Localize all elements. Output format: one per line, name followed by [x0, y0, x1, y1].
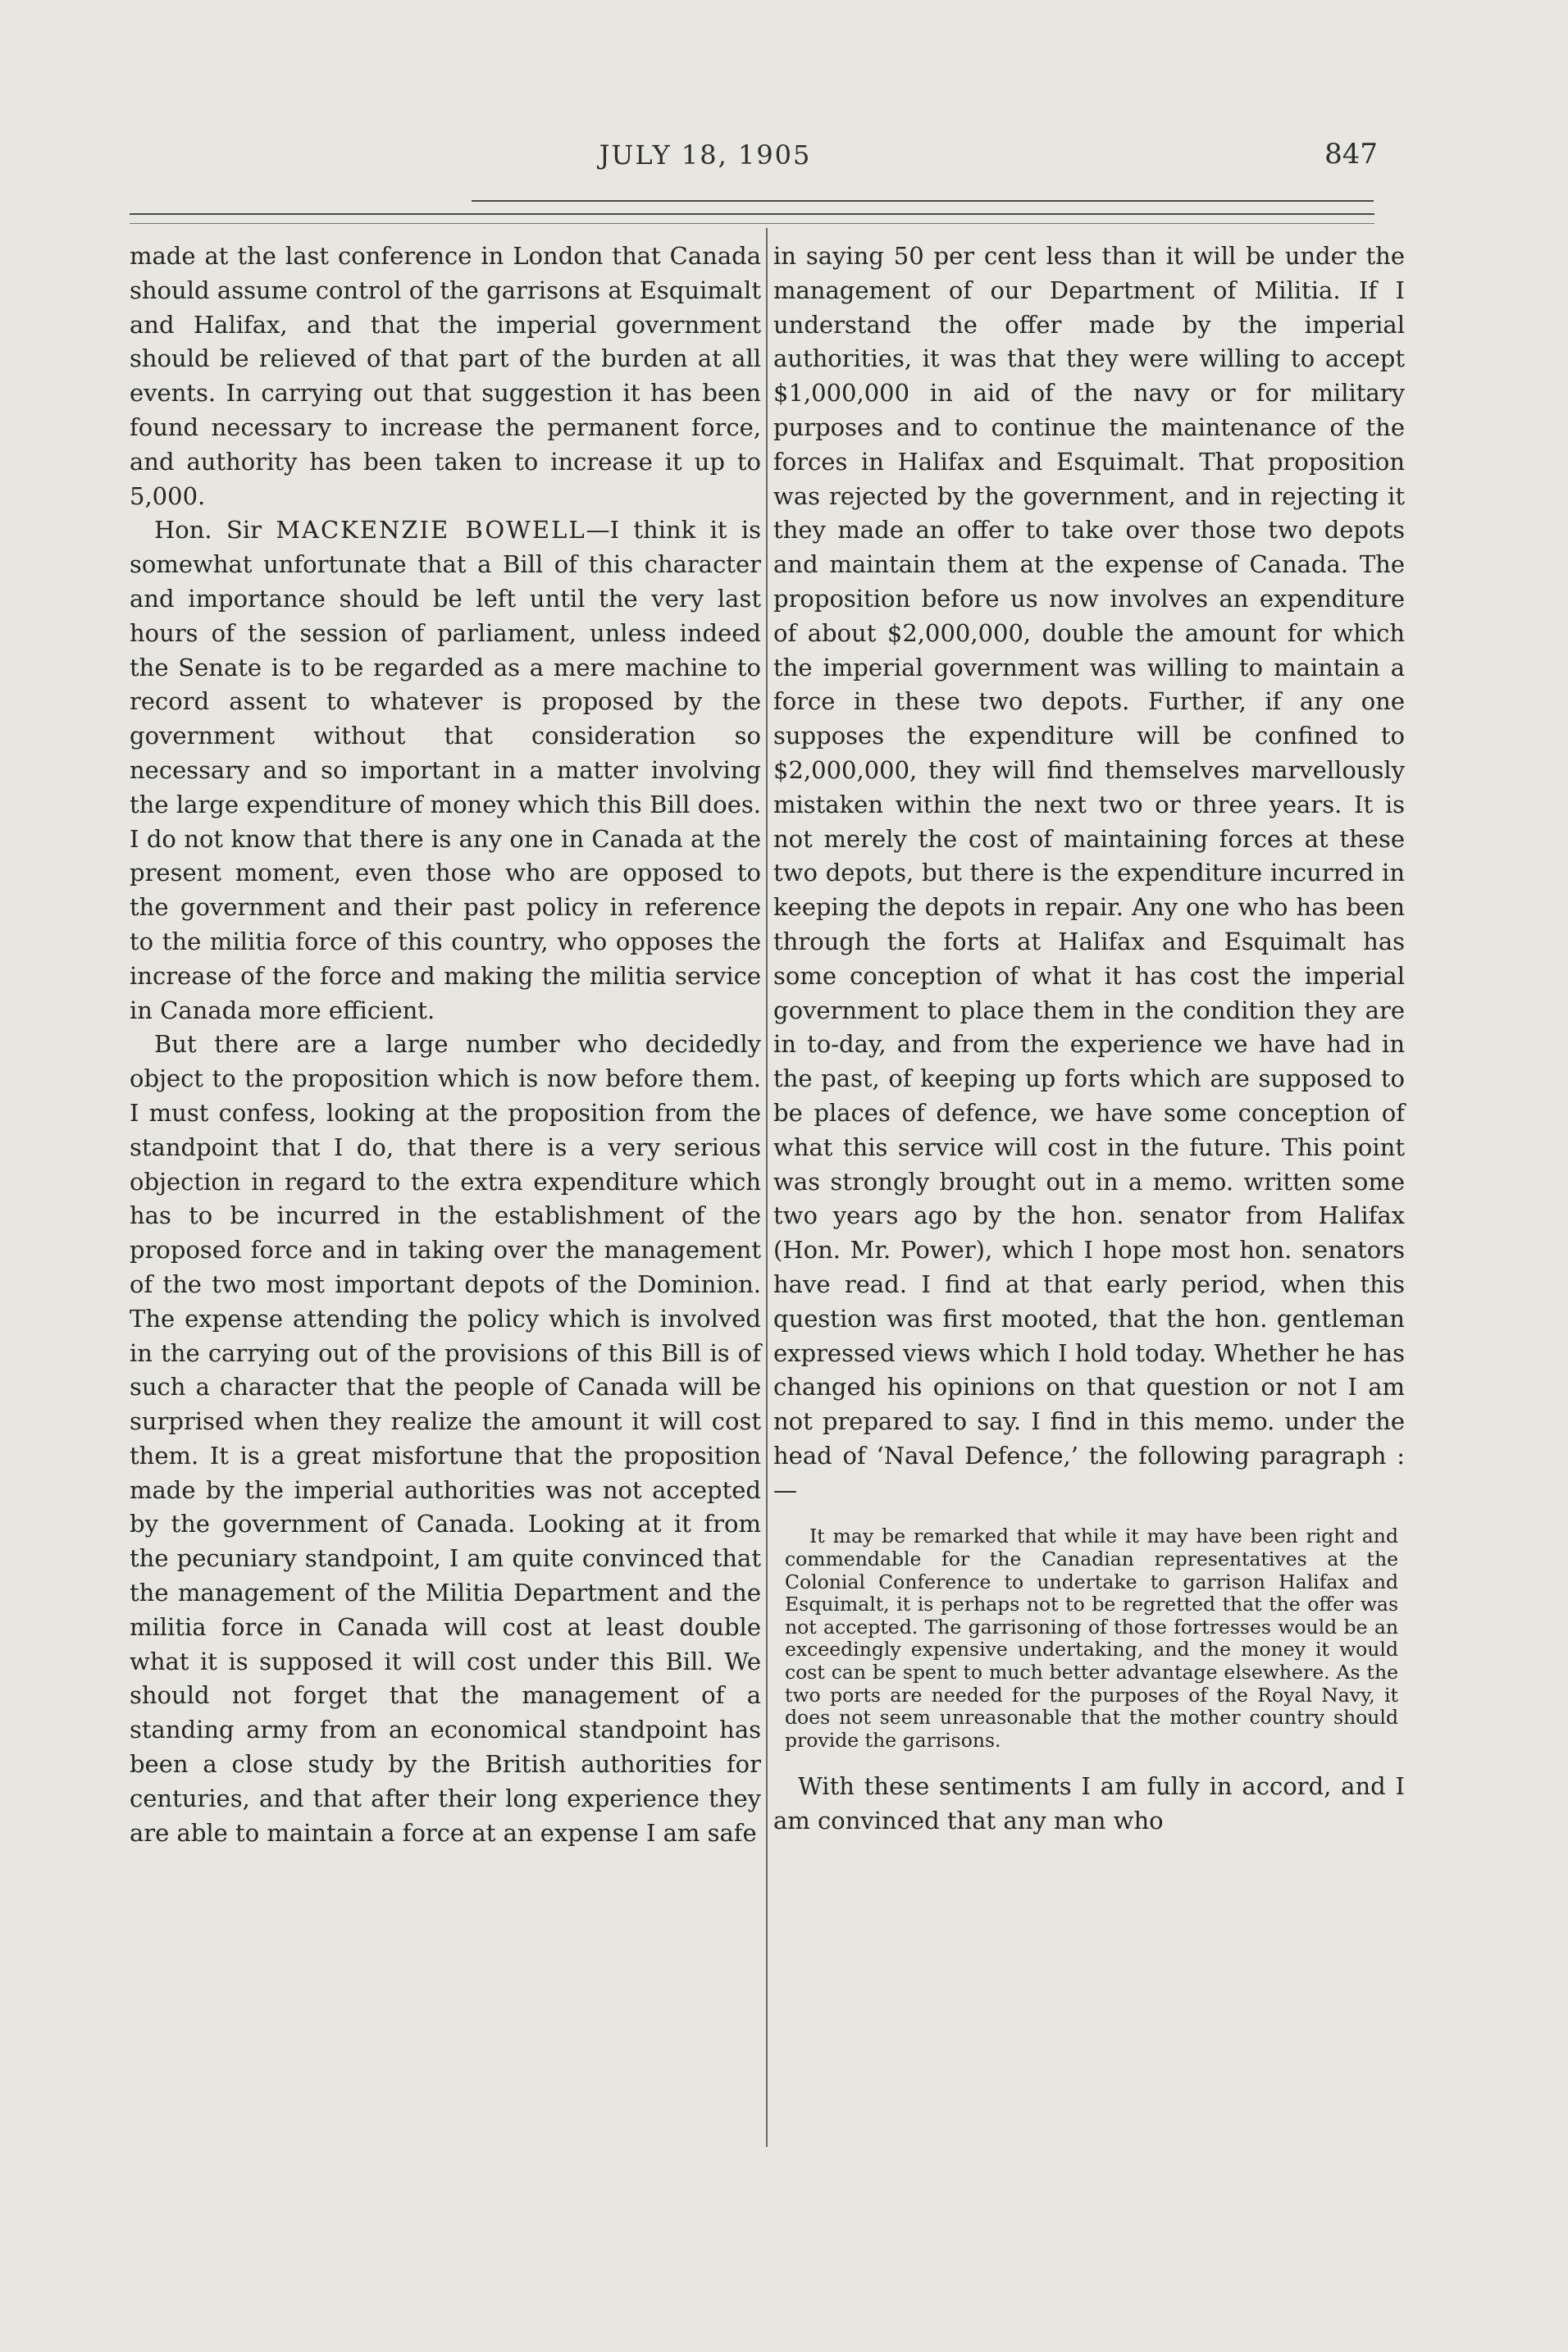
left-paragraph-2 — [130, 513, 761, 1028]
page-number: 847 — [1324, 138, 1378, 171]
speaker-prefix: Hon. Sir — [154, 516, 262, 545]
left-paragraph-3: But there are a large number who decidedly object to the proposition which is now before them. I must confess, looking at the proposition from the standpoint that I do, that there is a very serious objection in regard to the extra expenditure which has to be incurred in the establishment of the proposed force and in taking over the management of the two most important depots of the Dominion. The expense attending the policy which is involved in the carrying out of the provisions of this Bill is of such a character that the people of Canada will be surprised when they realize the amount it will cost them. It is a great misfortune that the proposition made by the imperial authorities was not accepted by the government of Canada. Looking at it from the pecuniary standpoint, I am quite convinced that the management of the Militia Department and the militia force in Canada will cost at least double what it is supposed it will cost under this Bill. We should not forget that the management of a standing army from an economical standpoint has been a close study by the British authorities for centuries, and that after their long experience they are able to maintain a force at an expense I am safe — [130, 1030, 761, 1847]
left-column — [130, 239, 761, 1850]
page-date: JULY 18, 1905 — [599, 139, 812, 171]
block-quote: It may be remarked that while it may have been right and commendable for the Canadian representatives at the Colonial Conference to undertake to garrison Halifax and Esquimalt, it is perhaps not to be regretted that the offer was not accepted. The garrisoning of those fortresses would be an exceedingly expensive undertaking, and the money it would cost can be spent to much better advantage elsewhere. As the two ports are needed for the purposes of the Royal Navy, it does not seem unreasonable that the mother country should provide the garrisons. — [785, 1525, 1398, 1752]
header-rule-short — [130, 223, 1374, 224]
speech-text: —I think it is somewhat unfortunate that a Bill of this character and importance should be left until the very last hours of the session of parliament, unless indeed the Senate is to be regarded as a mere machine to record assent to whatever is proposed by the government without that consideration so necessary and so important in a matter involving the large expenditure of money which this Bill does. I do not know that there is any one in Canada at the present moment, even those who are opposed to the government and their past policy in reference to the militia force of this country, who opposes the increase of the force and making the militia service in Canada more efficient. — [130, 516, 761, 1024]
left-paragraph-1: made at the last conference in London that Canada should assume control of the garrisons at Esquimalt and Halifax, and that the imperial government should be relieved of that part of the burden at all events. In carrying out that suggestion it has been found necessary to increase the permanent force, and authority has been taken to increase it up to 5,000. — [130, 242, 761, 510]
speaker-name: MACKENZIE BOWELL — [276, 516, 586, 545]
column-divider — [766, 228, 768, 2147]
right-paragraph-2: With these sentiments I am fully in accord, and I am convinced that any man who — [773, 1772, 1405, 1835]
right-paragraph-1: in saying 50 per cent less than it will be under the management of our Department of Militia. If I understand the offer made by the imperial authorities, it was that they were willing to accept $1,000,000 in aid of the navy or for military purposes and to continue the maintenance of the forces in Halifax and Esquimalt. That proposition was rejected by the government, and in rejecting it they made an offer to take over those two depots and maintain them at the expense of Canada. The proposition before us now involves an expenditure of about $2,000,000, double the amount for which the imperial government was willing to maintain a force in these two depots. Further, if any one supposes the expenditure will be confined to $2,000,000, they will find themselves marvellously mistaken within the next two or three years. It is not merely the cost of maintaining forces at these two depots, but there is the expenditure incurred in keeping the depots in repair. Any one who has been through the forts at Halifax and Esquimalt has some conception of what it has cost the imperial government to place them in the condition they are in to-day, and from the experience we have had in the past, of keeping up forts which are supposed to be places of defence, we have some conception of what this service will cost in the future. This point was strongly brought out in a memo. written some two years ago by the hon. senator from Halifax (Hon. Mr. Power), which I hope most hon. senators have read. I find at that early period, when this question was first mooted, that the hon. gentleman expressed views which I hold today. Whether he has changed his opinions on that question or not I am not prepared to say. I find in this memo. under the head of ‘Naval Defence,’ the following paragraph :— — [773, 242, 1405, 1504]
header-rule-bottom — [130, 213, 1374, 215]
right-column — [773, 239, 1405, 1839]
header-rule-top — [472, 200, 1374, 202]
